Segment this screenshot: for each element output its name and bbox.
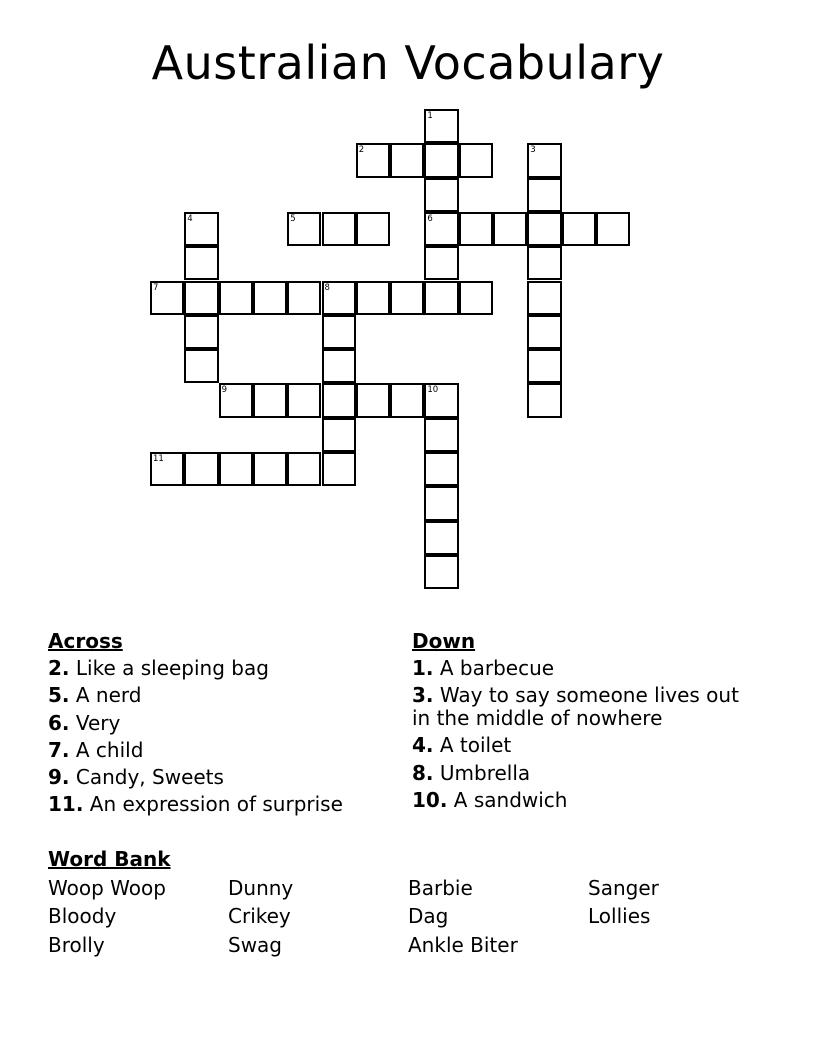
grid-cell[interactable] xyxy=(322,383,356,417)
grid-cell[interactable] xyxy=(424,178,458,212)
grid-cell[interactable] xyxy=(424,212,458,246)
grid-cell[interactable] xyxy=(527,246,561,280)
word-bank xyxy=(48,845,768,959)
clue-text: Very xyxy=(75,710,121,735)
clue-across-7 xyxy=(48,737,398,764)
clue-across-11 xyxy=(48,791,398,818)
grid-cell[interactable] xyxy=(424,555,458,589)
clue-down-10 xyxy=(412,787,742,814)
clue-across-9 xyxy=(48,764,398,791)
cell-number: 8 xyxy=(324,282,330,293)
grid-cell[interactable] xyxy=(219,383,253,417)
grid-cell[interactable] xyxy=(184,212,218,246)
grid-cell[interactable] xyxy=(562,212,596,246)
grid-cell[interactable] xyxy=(390,281,424,315)
clue-number: 3. xyxy=(412,683,434,708)
down-clues xyxy=(412,628,742,814)
grid-cell[interactable] xyxy=(184,246,218,280)
word-bank-item: Brolly xyxy=(48,932,105,957)
cell-number: 1 xyxy=(427,111,433,121)
grid-cell[interactable] xyxy=(527,315,561,349)
clue-text: A barbecue xyxy=(439,656,555,681)
grid-cell[interactable] xyxy=(287,383,321,417)
grid-cell[interactable] xyxy=(253,383,287,417)
grid-cell[interactable] xyxy=(184,349,218,383)
grid-cell[interactable] xyxy=(424,486,458,520)
grid-cell[interactable] xyxy=(424,383,458,417)
grid-cell[interactable] xyxy=(219,281,253,315)
clue-down-3 xyxy=(412,682,742,732)
grid-cell[interactable] xyxy=(322,418,356,452)
down-heading: Down xyxy=(412,629,476,653)
grid-cell[interactable] xyxy=(219,452,253,486)
grid-cell[interactable] xyxy=(424,246,458,280)
clue-number: 9. xyxy=(48,765,70,790)
clue-number: 7. xyxy=(48,737,70,762)
across-heading: Across xyxy=(48,629,123,653)
word-bank-item: Woop Woop xyxy=(48,875,166,900)
word-bank-heading: Word Bank xyxy=(48,847,171,871)
clue-across-2 xyxy=(48,655,398,682)
grid-cell[interactable] xyxy=(322,212,356,246)
clue-across-6 xyxy=(48,710,398,737)
cell-number: 9 xyxy=(221,385,228,396)
clue-text: A nerd xyxy=(75,683,142,708)
grid-cell[interactable] xyxy=(322,452,356,486)
grid-cell[interactable] xyxy=(596,212,630,246)
cell-number: 3 xyxy=(530,145,536,156)
clue-number: 1. xyxy=(412,656,434,681)
grid-cell[interactable] xyxy=(356,143,390,177)
grid-cell[interactable] xyxy=(184,281,218,315)
clue-text: An expression of surprise xyxy=(89,792,343,817)
clue-number: 6. xyxy=(48,710,70,735)
grid-cell[interactable] xyxy=(424,418,458,452)
clue-text: Umbrella xyxy=(439,760,531,785)
word-bank-item: Dunny xyxy=(228,875,294,900)
cell-number: 7 xyxy=(153,282,159,293)
grid-cell[interactable] xyxy=(356,383,390,417)
grid-cell[interactable] xyxy=(150,452,184,486)
clue-number: 4. xyxy=(412,733,434,758)
word-bank-list xyxy=(48,874,768,960)
grid-cell[interactable] xyxy=(424,452,458,486)
cell-number: 5 xyxy=(290,213,296,224)
clue-text: Way to say someone lives out in the middle of nowhere xyxy=(412,683,739,731)
cell-number: 11 xyxy=(153,454,164,464)
grid-cell[interactable] xyxy=(390,383,424,417)
clue-number: 2. xyxy=(48,656,70,681)
grid-cell[interactable] xyxy=(527,383,561,417)
grid-cell[interactable] xyxy=(322,349,356,383)
clue-across-5 xyxy=(48,682,398,709)
clue-text: Candy, Sweets xyxy=(75,765,224,790)
word-bank-item: Crikey xyxy=(228,904,291,928)
word-bank-item: Bloody xyxy=(48,904,117,928)
grid-cell[interactable] xyxy=(459,212,493,246)
grid-cell[interactable] xyxy=(356,212,390,246)
grid-cell[interactable] xyxy=(184,452,218,486)
grid-cell[interactable] xyxy=(527,178,561,212)
clue-down-8 xyxy=(412,760,742,787)
clue-number: 10. xyxy=(412,787,448,812)
grid-cell[interactable] xyxy=(527,212,561,246)
grid-cell[interactable] xyxy=(390,143,424,177)
clue-text: A sandwich xyxy=(453,787,568,812)
clue-text: A child xyxy=(75,737,144,762)
clue-number: 11. xyxy=(48,792,84,817)
grid-cell[interactable] xyxy=(459,281,493,315)
word-bank-item: Swag xyxy=(228,932,283,957)
clue-down-1 xyxy=(412,655,742,682)
clue-number: 5. xyxy=(48,683,70,708)
cell-number: 2 xyxy=(358,145,365,156)
clue-down-4 xyxy=(412,732,742,759)
across-clues xyxy=(48,628,398,818)
grid-cell[interactable] xyxy=(424,281,458,315)
grid-cell[interactable] xyxy=(150,281,184,315)
word-bank-item: Sanger xyxy=(588,875,659,900)
grid-cell[interactable] xyxy=(493,212,527,246)
word-bank-item: Dag xyxy=(408,904,449,928)
grid-cell[interactable] xyxy=(424,143,458,177)
grid-cell[interactable] xyxy=(459,143,493,177)
word-bank-item: Lollies xyxy=(588,904,651,928)
cell-number: 6 xyxy=(427,213,433,224)
grid-cell[interactable] xyxy=(527,281,561,315)
cell-number: 4 xyxy=(187,213,193,224)
word-bank-item: Barbie xyxy=(408,875,473,900)
grid-cell[interactable] xyxy=(527,143,561,177)
clue-text: Like a sleeping bag xyxy=(75,656,269,681)
grid-cell[interactable] xyxy=(253,281,287,315)
grid-cell[interactable] xyxy=(287,212,321,246)
grid-cell[interactable] xyxy=(184,315,218,349)
grid-cell[interactable] xyxy=(287,281,321,315)
grid-cell[interactable] xyxy=(527,349,561,383)
word-bank-item: Ankle Biter xyxy=(408,932,518,957)
grid-cell[interactable] xyxy=(287,452,321,486)
grid-cell[interactable] xyxy=(356,281,390,315)
clue-number: 8. xyxy=(412,760,434,785)
page-title: Australian Vocabulary xyxy=(151,36,665,90)
grid-cell[interactable] xyxy=(424,521,458,555)
clue-text: A toilet xyxy=(439,733,512,758)
cell-number: 10 xyxy=(427,385,439,396)
grid-cell[interactable] xyxy=(253,452,287,486)
grid-cell[interactable] xyxy=(322,315,356,349)
grid-cell[interactable] xyxy=(424,109,458,143)
grid-cell[interactable] xyxy=(322,281,356,315)
